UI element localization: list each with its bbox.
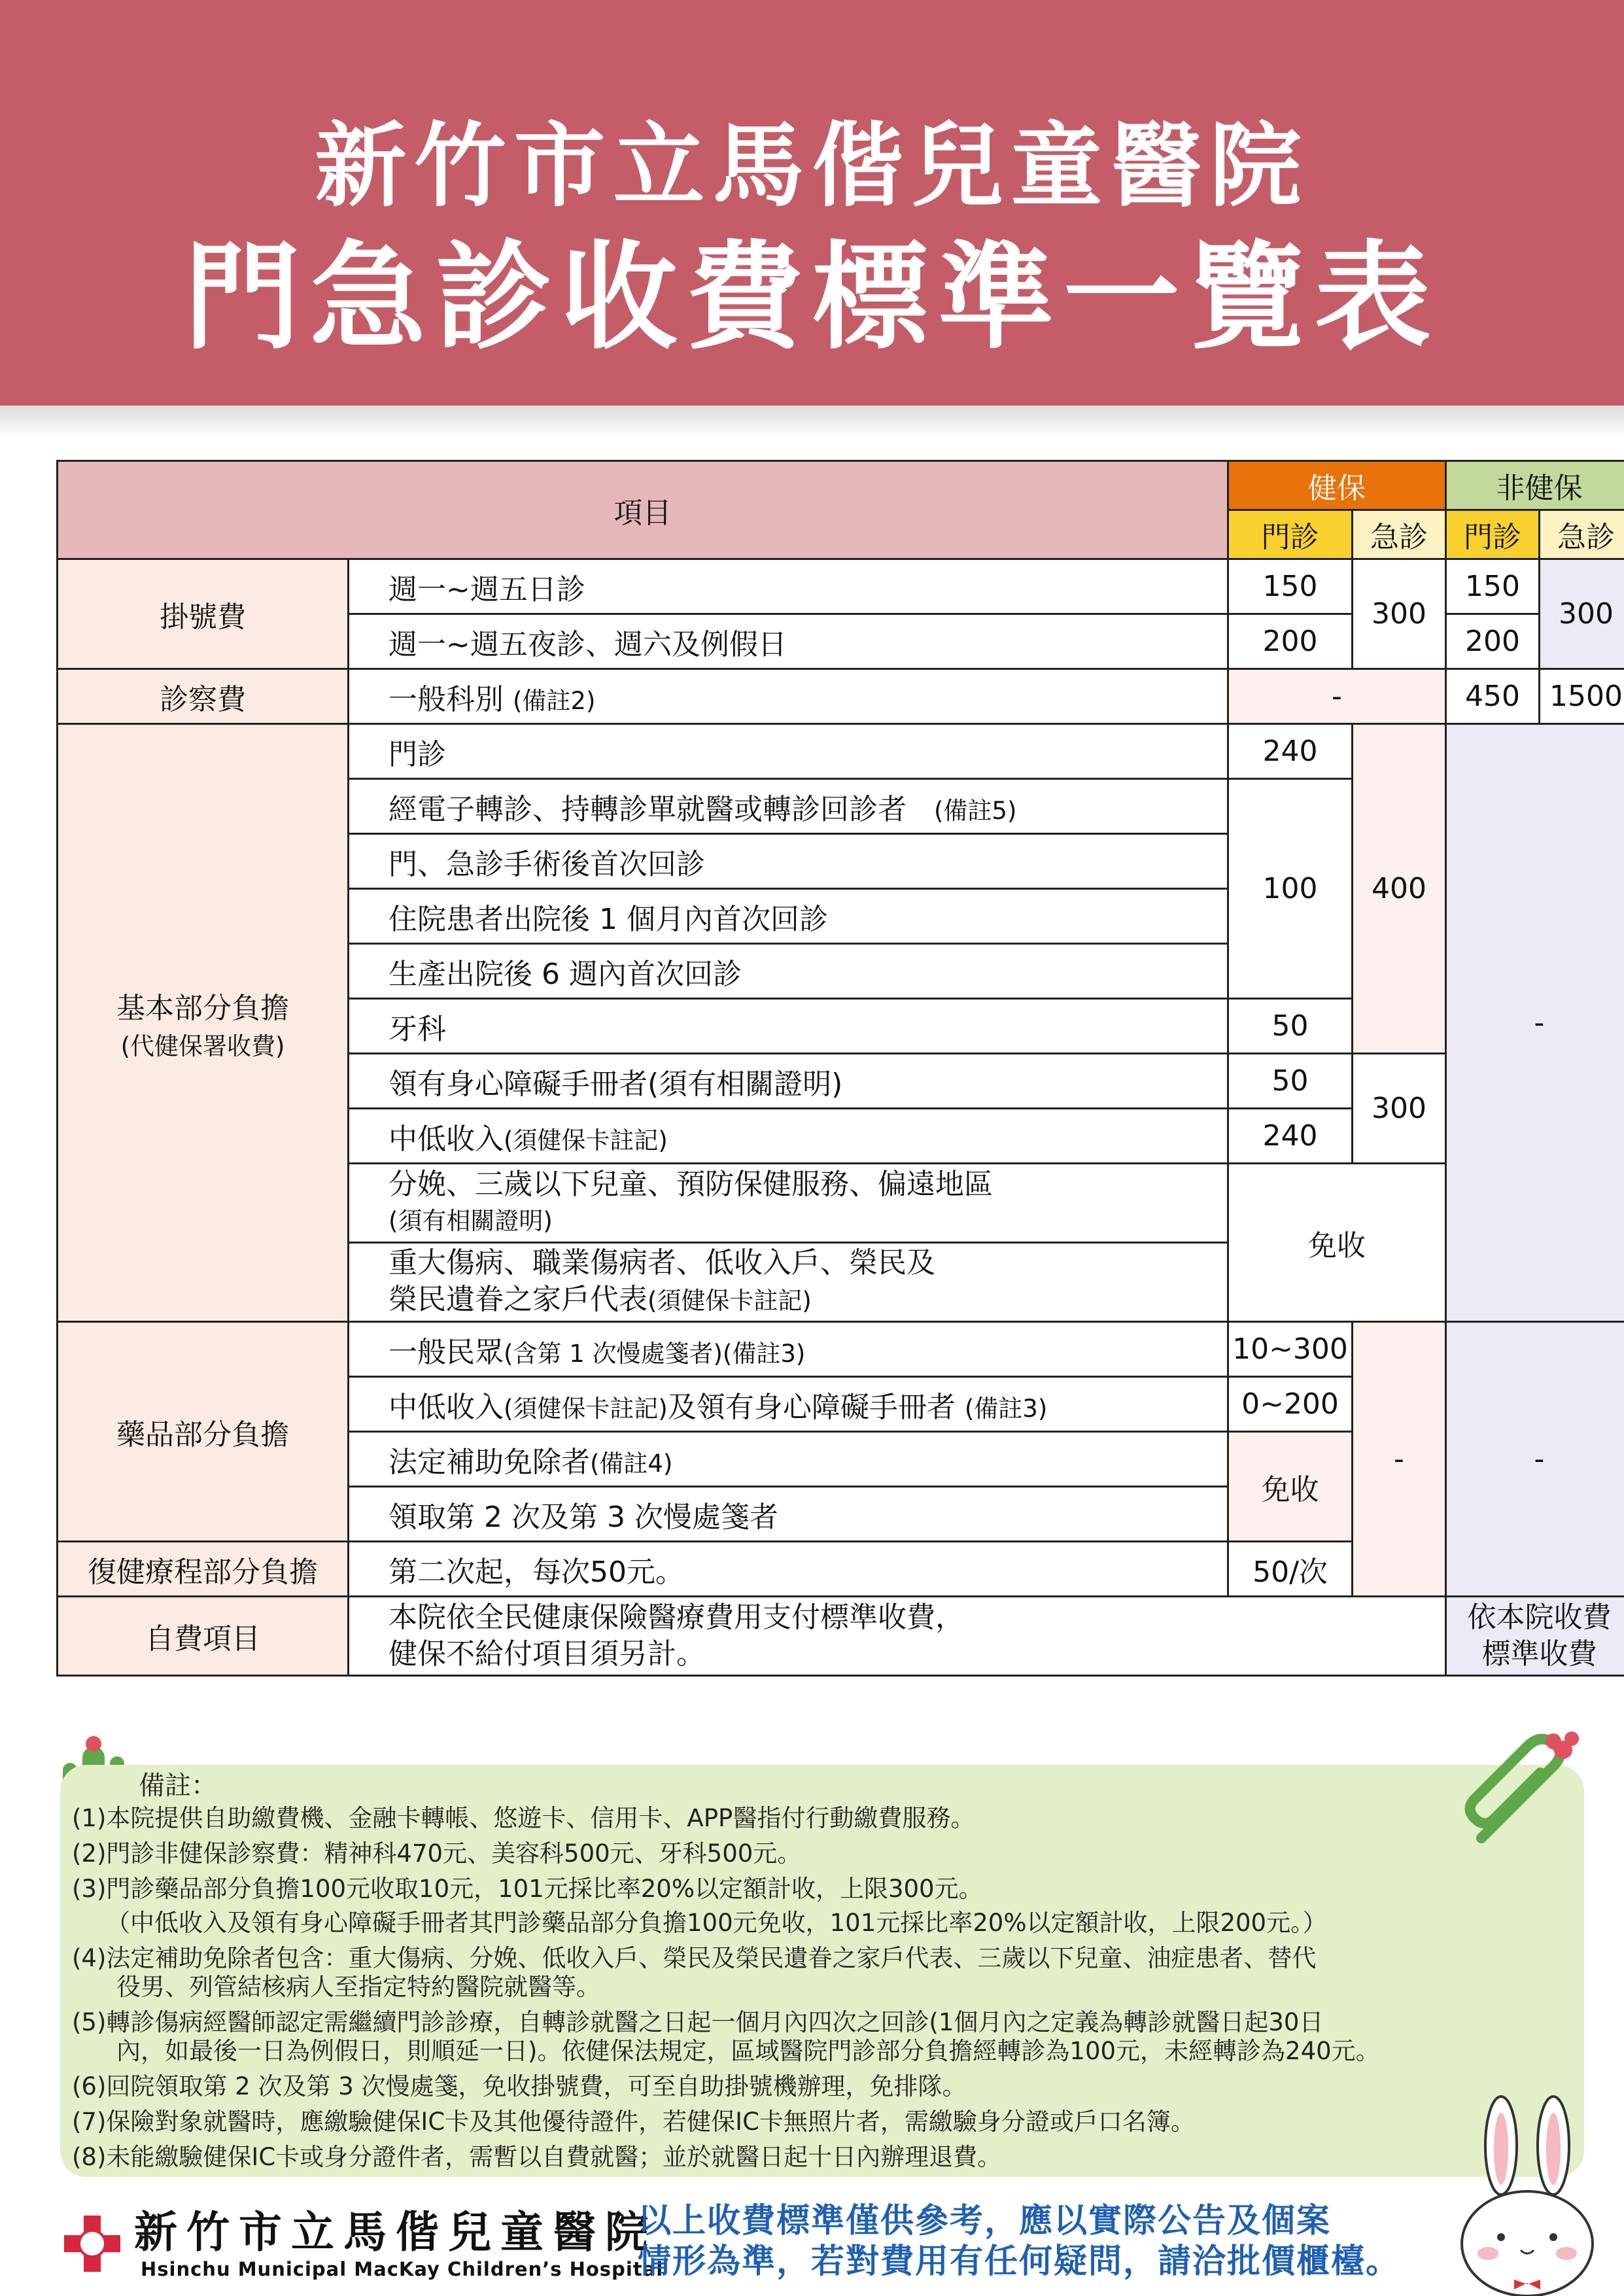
- item-note: (須有相關證明): [389, 1207, 553, 1235]
- value-cell: 300: [1540, 559, 1624, 669]
- table-row: [58, 1322, 1624, 1377]
- item-cell: [349, 1243, 1228, 1322]
- item-cell: 牙科: [349, 999, 1228, 1054]
- note-line: (5)轉診傷病經醫師認定需繼續門診診療，自轉診就醫之日起一個月內四次之回診(1個月內之定義為轉診就醫日起30日: [72, 2008, 1324, 2036]
- value-cell: 50: [1228, 999, 1353, 1054]
- note-line: (7)保險對象就醫時，應繳驗健保IC卡及其他優待證件，若健保IC卡無照片者，需繳驗身分證或戶口名簿。: [72, 2108, 1195, 2136]
- note-line: 內，如最後一日為例假日，則順延一日)。依健保法規定，區域醫院門診部分負擔經轉診為100元，未經轉診為240元。: [116, 2037, 1380, 2065]
- item-text: 及領有身心障礙手冊者: [667, 1390, 956, 1424]
- hospital-name-en: Hsinchu Municipal MacKay Children’s Hospital: [141, 2258, 664, 2280]
- note-line: (3)門診藥品部分負擔100元收取10元，101元採比率20%以定額計收，上限300元。: [72, 1875, 983, 1903]
- table-row: [58, 559, 1624, 614]
- item-text: 分娩、三歲以下兒童、預防保健服務、偏遠地區: [389, 1168, 993, 1201]
- bunny-icon: [1455, 2093, 1599, 2296]
- item-text: 本院依全民健康保險醫療費用支付標準收費，: [389, 1601, 964, 1634]
- note-line: (8)未能繳驗健保IC卡或身分證件者，需暫以自費就醫；並於就醫日起十日內辦理退費。: [72, 2143, 1002, 2171]
- item-note: (須健保卡註記): [504, 1126, 668, 1155]
- item-cell: [349, 1109, 1228, 1164]
- table-row: [58, 1597, 1624, 1676]
- table-row: [58, 669, 1624, 724]
- item-cell: 生產出院後 6 週內首次回診: [349, 944, 1228, 999]
- value-cell: 300: [1353, 1054, 1446, 1164]
- table-row: [58, 724, 1624, 779]
- value-cell: -: [1446, 1322, 1624, 1597]
- notes-panel: [60, 1765, 1584, 2177]
- category-basic-copay: [58, 724, 349, 1322]
- item-note: (備註3): [964, 1394, 1048, 1423]
- item-text: 健保不給付項目須另計。: [389, 1637, 705, 1671]
- note-line: (1)本院提供自助繳費機、金融卡轉帳、悠遊卡、信用卡、APP醫指付行動繳費服務。: [72, 1804, 975, 1832]
- value-cell: 200: [1446, 614, 1540, 669]
- item-text: 中低收入: [389, 1390, 504, 1424]
- item-cell: [349, 1322, 1228, 1377]
- item-cell: 週一~週五夜診、週六及例假日: [349, 614, 1228, 669]
- item-cell: [349, 1432, 1228, 1487]
- value-cell: 240: [1228, 1109, 1353, 1164]
- category-self-pay: 自費項目: [58, 1597, 349, 1676]
- item-text: 法定補助免除者: [389, 1445, 590, 1479]
- value-cell: -: [1446, 724, 1624, 1322]
- item-cell: [349, 779, 1228, 834]
- item-note: (須健保卡註記): [504, 1394, 668, 1423]
- value-cell: 0~200: [1228, 1377, 1353, 1432]
- header-non-emergency: 急診: [1540, 510, 1624, 559]
- item-cell: [349, 1164, 1228, 1243]
- item-cell: 門、急診手術後首次回診: [349, 834, 1228, 889]
- hospital-title: 新竹市立馬偕兒童醫院: [315, 113, 1309, 220]
- item-cell: [349, 669, 1228, 724]
- item-note: (備註4): [590, 1449, 673, 1478]
- header-nhi-outpatient: 門診: [1228, 510, 1353, 559]
- header-nhi: 健保: [1228, 461, 1446, 510]
- item-text: 中低收入: [389, 1122, 504, 1156]
- header-banner: [0, 0, 1624, 406]
- value-text: 標準收費: [1481, 1637, 1597, 1671]
- value-cell: 免收: [1228, 1432, 1353, 1542]
- footer-notice-line: 情形為準，若對費用有任何疑問，請洽批價櫃檯。: [638, 2242, 1401, 2281]
- category-subtitle: (代健保署收費): [120, 1032, 285, 1060]
- item-text: 一般科別: [389, 682, 504, 716]
- category-rehab-copay: 復健療程部分負擔: [58, 1542, 349, 1597]
- header-nhi-emergency: 急診: [1353, 510, 1446, 559]
- header-item: 項目: [58, 461, 1228, 559]
- hospital-logo-icon: [63, 2214, 122, 2273]
- item-cell: [349, 1597, 1446, 1676]
- value-cell: 150: [1228, 559, 1353, 614]
- item-cell: 住院患者出院後 1 個月內首次回診: [349, 889, 1228, 944]
- paperclip-icon: [1455, 1727, 1586, 1851]
- item-text: 一般民眾: [389, 1335, 504, 1369]
- value-cell: -: [1353, 1322, 1446, 1597]
- value-text: 依本院收費: [1467, 1601, 1612, 1634]
- item-cell: [349, 1377, 1228, 1432]
- item-cell: 週一~週五日診: [349, 559, 1228, 614]
- value-cell: 50/次: [1228, 1542, 1353, 1597]
- footer-notice: [638, 2201, 1400, 2282]
- header-non-nhi: 非健保: [1446, 461, 1624, 510]
- value-cell: 50: [1228, 1054, 1353, 1109]
- item-text: 榮民遺眷之家戶代表: [389, 1283, 648, 1316]
- item-note: (須健保卡註記): [648, 1287, 812, 1315]
- item-note: (備註5): [933, 796, 1017, 825]
- note-line: 役男、列管結核病人至指定特約醫院就醫等。: [116, 1973, 600, 2001]
- value-cell: [1446, 1597, 1624, 1676]
- value-cell: 400: [1353, 724, 1446, 1054]
- value-cell: 150: [1446, 559, 1540, 614]
- value-cell: 免收: [1228, 1164, 1446, 1322]
- item-note: (含第 1 次慢處箋者)(備註3): [504, 1339, 806, 1368]
- category-title: 基本部分負擔: [116, 991, 289, 1025]
- item-text: 經電子轉診、持轉診單就醫或轉診回診者: [389, 792, 907, 826]
- note-line: (4)法定補助免除者包含：重大傷病、分娩、低收入戶、榮民及榮民遺眷之家戶代表、三歲以下兒童、油症患者、替代: [72, 1944, 1317, 1972]
- value-cell: 240: [1228, 724, 1353, 779]
- value-cell: -: [1228, 669, 1446, 724]
- category-consultation: 診察費: [58, 669, 349, 724]
- hospital-name-zh: 新竹市立馬偕兒童醫院: [134, 2206, 657, 2257]
- note-line: (2)門診非健保診察費：精神科470元、美容科500元、牙科500元。: [72, 1839, 802, 1868]
- header-non-outpatient: 門診: [1446, 510, 1540, 559]
- value-cell: 300: [1353, 559, 1446, 669]
- note-line: （中低收入及領有身心障礙手冊者其門診藥品部分負擔100元免收，101元採比率20%以定額計收，上限200元。）: [106, 1909, 1327, 1937]
- page-title: 門急診收費標準一覽表: [184, 230, 1440, 365]
- fee-table: [56, 460, 1624, 1677]
- value-cell: 1500: [1540, 669, 1624, 724]
- item-cell: 第二次起，每次50元。: [349, 1542, 1228, 1597]
- footer-notice-line: 以上收費標準僅供參考，應以實際公告及個案: [638, 2202, 1332, 2240]
- value-cell: 100: [1228, 779, 1353, 999]
- item-cell: 領取第 2 次及第 3 次慢處箋者: [349, 1487, 1228, 1542]
- value-cell: 10~300: [1228, 1322, 1353, 1377]
- value-cell: 450: [1446, 669, 1540, 724]
- table-header-row: [58, 461, 1624, 510]
- note-line: (6)回院領取第 2 次及第 3 次慢處箋，免收掛號費，可至自助掛號機辦理，免排隊。: [72, 2072, 967, 2100]
- item-text: 重大傷病、職業傷病者、低收入戶、榮民及: [389, 1246, 935, 1279]
- category-drug-copay: 藥品部分負擔: [58, 1322, 349, 1542]
- notes-title: 備註：: [139, 1771, 217, 1801]
- item-note: (備註2): [513, 686, 596, 715]
- value-cell: 200: [1228, 614, 1353, 669]
- item-cell: 門診: [349, 724, 1228, 779]
- header-shadow: [0, 406, 1624, 438]
- item-cell: 領有身心障礙手冊者(須有相關證明): [349, 1054, 1228, 1109]
- category-registration: 掛號費: [58, 559, 349, 669]
